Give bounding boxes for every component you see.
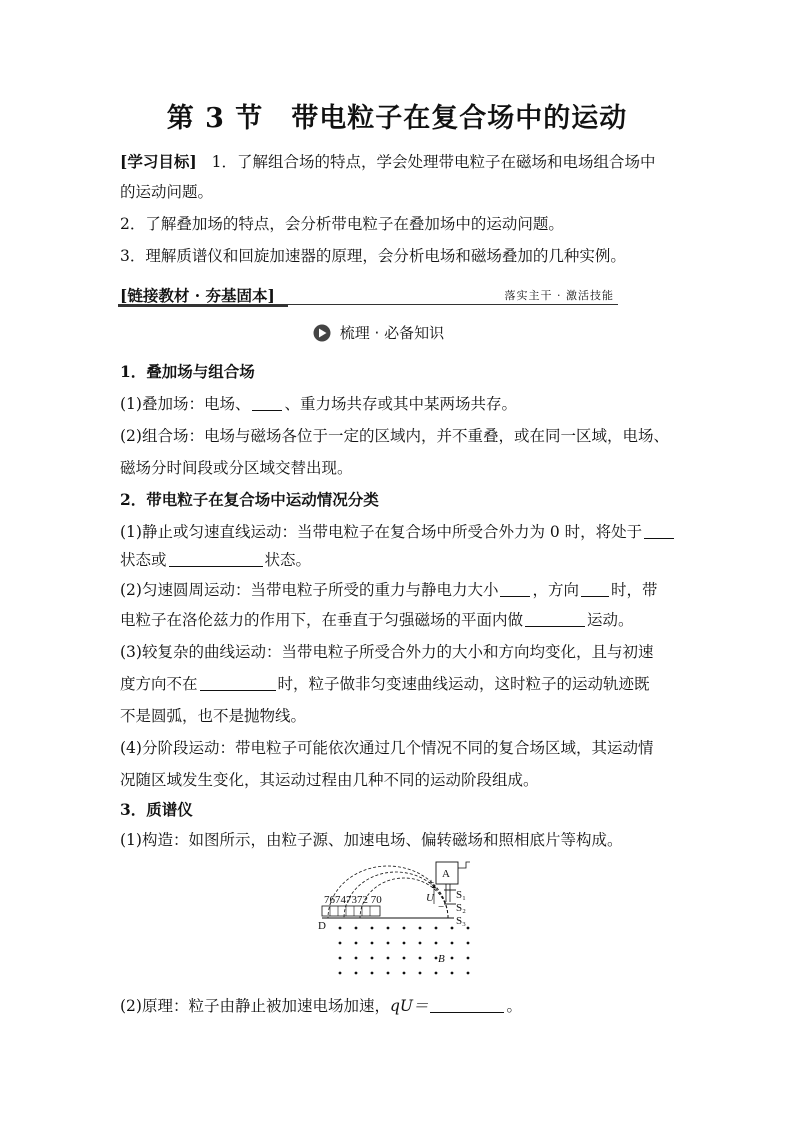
s2-p2-text-c: 时，带 [610,581,658,599]
label-minus: − [438,901,445,913]
section-heading-label: 梳理 · 必备知识 [339,324,445,342]
fill-blank[interactable] [525,611,585,627]
field-dot [371,927,374,930]
s1-p1-text-b: 、重力场共存或其中某两场共存。 [284,395,517,413]
fill-blank[interactable] [200,675,276,691]
s2-p2-text-d: 电粒子在洛伦兹力的作用下，在垂直于匀强磁场的平面内做 [120,611,524,629]
field-dot [339,942,342,945]
s2-p2-text-e: 运动。 [587,611,634,629]
field-dot [371,972,374,975]
objectives-label: [学习目标] [120,152,197,171]
field-dot [451,927,454,930]
field-dot [451,957,454,960]
photo-plate-scale [322,894,382,916]
field-dot [355,957,358,960]
label-s3: S₃ [456,915,466,927]
field-dot [387,972,390,975]
magnetic-field-dots [339,927,470,975]
field-dot [403,927,406,930]
s2-p4a: (4)分阶段运动：带电粒子可能依次通过几个情况不同的复合场区域，其运动情 [120,739,654,757]
s2-p3-cont [120,674,690,694]
fill-blank[interactable] [581,581,609,597]
label-u: U [426,892,434,904]
s3-p2 [120,996,690,1016]
fill-blank[interactable] [500,581,530,597]
s2-p2 [120,580,690,600]
s2-p2-cont [120,610,690,630]
s1-p2b: 磁场分时间段或分区域交替出现。 [120,459,353,477]
s1-heading: 1．叠加场与组合场 [120,362,255,381]
s3-p2-text-c: 。 [506,997,522,1015]
field-dot [451,942,454,945]
field-dot [403,972,406,975]
s2-p4b: 况随区域发生变化，其运动过程由几种不同的运动阶段组成。 [120,771,539,789]
s1-p2a: (2)组合场：电场与磁场各位于一定的区域内，并不重叠，或在同一区域，电场、 [120,427,669,445]
field-dot [387,957,390,960]
s2-p3-text-b: 度方向不在 [120,675,198,693]
s1-p1 [120,394,690,414]
field-dot [371,957,374,960]
label-s1: S₁ [456,889,466,901]
field-dot [419,942,422,945]
s2-p1-cont [120,550,690,570]
s2-p3a: (3)较复杂的曲线运动：当带电粒子所受合外力的大小和方向均变化，且与初速 [120,643,654,661]
s2-p2-text-b: ，方向 [532,581,579,599]
fill-blank[interactable] [169,551,263,567]
label-a: A [442,868,450,880]
field-dot [339,927,342,930]
s1-p1-text-a: (1)叠加场：电场、 [120,395,251,413]
objectives-line-1 [120,152,690,172]
fill-blank[interactable] [430,997,504,1013]
s3-p1: (1)构造：如图所示，由粒子源、加速电场、偏转磁场和照相底片等构成。 [120,831,623,849]
section-heading [313,322,444,344]
objective-3: 3．理解质谱仪和回旋加速器的原理，会分析电场和磁场叠加的几种实例。 [120,247,626,265]
field-dot [355,927,358,930]
s2-p3d: 不是圆弧，也不是抛物线。 [120,707,307,725]
play-icon [313,324,331,342]
field-dot [467,927,470,930]
s2-p1 [120,522,690,542]
objective-1a: 1．了解组合场的特点，学会处理带电粒子在磁场和电场组合场中 [211,153,656,171]
s2-p3-text-c: 时，粒子做非匀变速曲线运动，这时粒子的运动轨迹既 [277,675,650,693]
field-dot [355,942,358,945]
fill-blank[interactable] [252,395,282,411]
scale-numbers: 76747372 70 [324,894,382,906]
section-banner [118,283,618,305]
field-dot [403,957,406,960]
objective-2: 2．了解叠加场的特点，会分析带电粒子在叠加场中的运动问题。 [120,215,564,233]
field-dot [339,972,342,975]
field-dot [435,942,438,945]
field-dot [355,972,358,975]
field-dot [387,942,390,945]
s2-heading: 2．带电粒子在复合场中运动情况分类 [120,490,379,509]
field-dot [451,972,454,975]
field-dot [387,927,390,930]
s3-heading: 3．质谱仪 [120,800,193,819]
banner-left-label: [链接教材 · 夯基固本] [120,286,275,305]
s3-p2-text-a: (2)原理：粒子由静止被加速电场加速， [120,997,390,1015]
field-dot [371,942,374,945]
banner-right-label: 落实主干 · 激活技能 [504,289,614,302]
field-dot [435,957,438,960]
field-dot [435,927,438,930]
objective-1b: 的运动问题。 [120,183,214,201]
s2-p1-text-b: 状态或 [120,551,167,569]
s2-p1-text-a: (1)静止或匀速直线运动：当带电粒子在复合场中所受合外力为 0 时，将处于 [120,523,643,541]
field-dot [467,957,470,960]
fill-blank[interactable] [644,523,674,539]
mass-spectrometer-diagram [316,858,486,983]
field-dot [467,972,470,975]
field-dot [435,972,438,975]
s3-p2-formula: qU＝ [389,997,429,1015]
field-dot [467,942,470,945]
label-plus: + [428,877,435,889]
field-dot [419,957,422,960]
label-b: B [438,953,445,965]
page-title: 第 3 节 带电粒子在复合场中的运动 [166,103,628,134]
field-dot [419,927,422,930]
s2-p2-text-a: (2)匀速圆周运动：当带电粒子所受的重力与静电力大小 [120,581,499,599]
banner-divider-thick [118,305,288,307]
label-s2: S₂ [456,902,466,914]
field-dot [403,942,406,945]
s2-p1-text-c: 状态。 [264,551,312,569]
label-d: D [318,920,326,932]
field-dot [339,957,342,960]
field-dot [419,972,422,975]
